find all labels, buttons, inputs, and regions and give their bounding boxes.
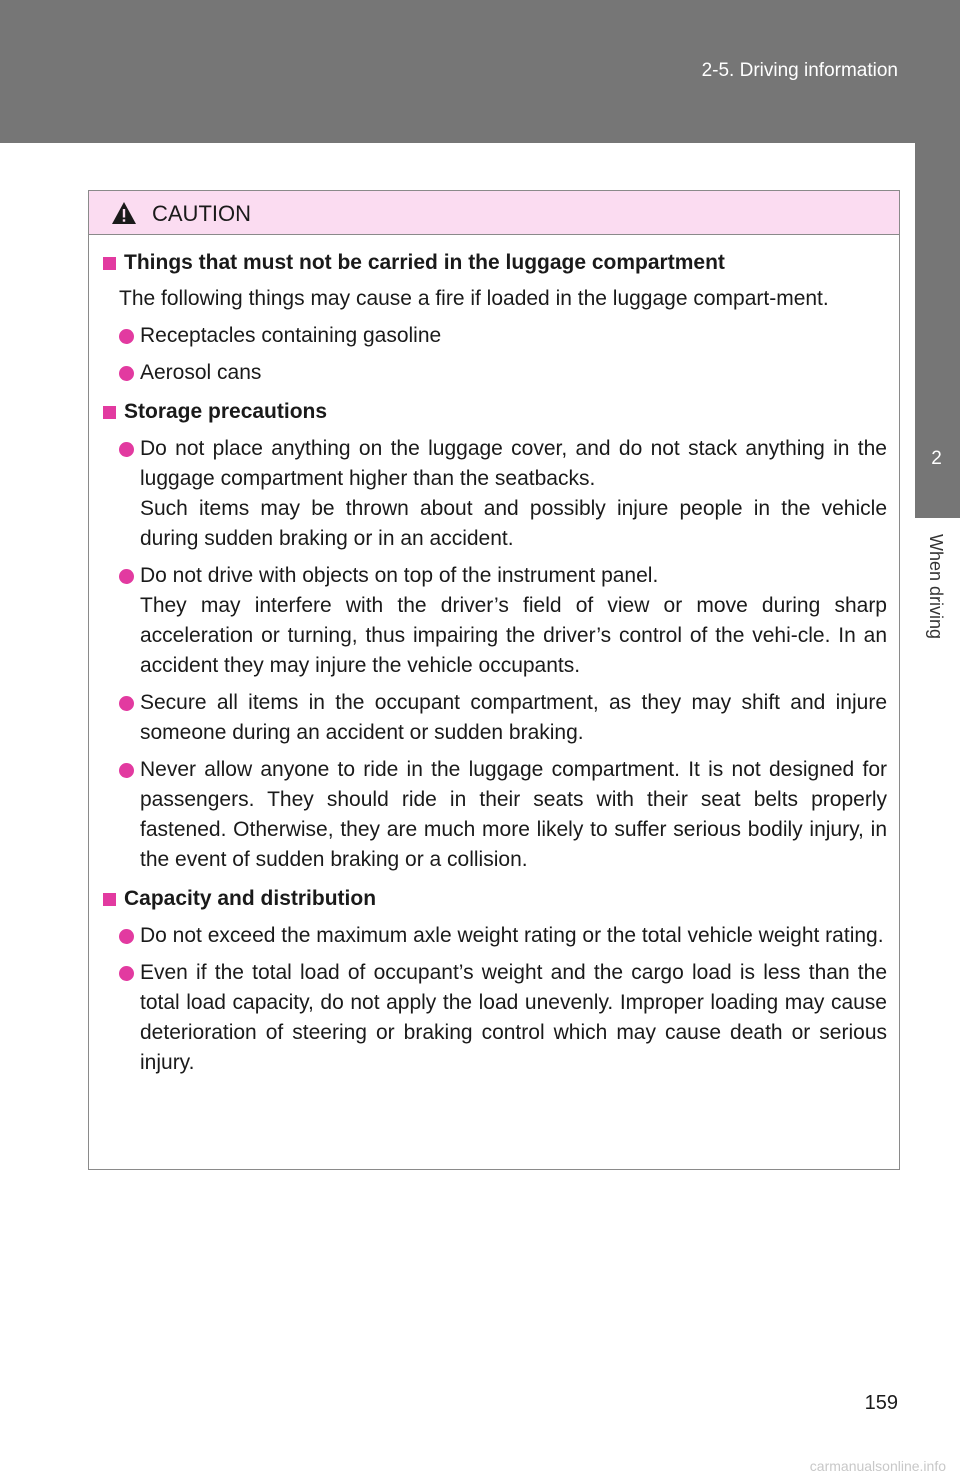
bullet-text-line: Aerosol cans — [140, 361, 262, 384]
caution-header — [89, 191, 899, 235]
bullet-item — [103, 358, 887, 388]
bullet-text — [140, 688, 887, 748]
round-bullet-icon — [119, 442, 134, 457]
bullet-item — [103, 321, 887, 351]
bullet-text — [140, 561, 887, 681]
bullet-text-line: Do not drive with objects on top of the instrument panel. — [140, 564, 659, 587]
topic-heading — [103, 248, 887, 278]
page-header — [0, 0, 960, 143]
bullet-text-line: Receptacles containing gasoline — [140, 324, 442, 347]
bullet-text-line: Do not place anything on the luggage cover, and do not stack anything in the luggage compartment higher than the seatbacks. — [140, 437, 887, 490]
caution-box — [88, 190, 900, 1170]
bullet-text-line: Even if the total load of occupant’s weight and the cargo load is less than the total load capacity, do not apply the load unevenly. Improper loading may cause deterioration of steering or braking control which may cause death or serious injury. — [140, 961, 887, 1074]
round-bullet-icon — [119, 329, 134, 344]
topic-heading-text: Capacity and distribution — [124, 887, 377, 910]
round-bullet-icon — [119, 929, 134, 944]
round-bullet-icon — [119, 763, 134, 778]
bullet-text — [140, 321, 887, 351]
caution-topic — [103, 248, 887, 388]
chapter-number: 2 — [931, 448, 942, 469]
caution-topic — [103, 397, 887, 875]
page-number: 159 — [864, 1392, 898, 1414]
bullet-text-line: Never allow anyone to ride in the luggage compartment. It is not designed for passengers. They should ride in their seats with their seat belts properly fastened. Otherwise, they are much more likely to suffer serious bodily injury, in the event of sudden braking or a collision. — [140, 758, 887, 871]
round-bullet-icon — [119, 696, 134, 711]
bullet-text-line: Secure all items in the occupant compartment, as they may shift and injure someone during an accident or sudden braking. — [140, 691, 887, 744]
topic-paragraph: The following things may cause a fire if loaded in the luggage compart-ment. — [119, 287, 829, 310]
bullet-text — [140, 921, 887, 951]
bullet-item — [103, 561, 887, 681]
bullet-text — [140, 958, 887, 1078]
bullet-text-line: Such items may be thrown about and possibly injure people in the vehicle during sudden braking or in an accident. — [140, 497, 887, 550]
round-bullet-icon — [119, 366, 134, 381]
bullet-text — [140, 358, 887, 388]
section-title: 2-5. Driving information — [701, 60, 898, 81]
square-bullet-icon — [103, 893, 116, 906]
bullet-text-line: Do not exceed the maximum axle weight rating or the total vehicle weight rating. — [140, 924, 884, 947]
topic-heading — [103, 884, 887, 914]
topic-heading-text: Storage precautions — [124, 400, 328, 423]
topic-heading — [103, 397, 887, 427]
topic-heading-text: Things that must not be carried in the luggage compartment — [124, 251, 725, 274]
caution-topic — [103, 884, 887, 1078]
round-bullet-icon — [119, 569, 134, 584]
warning-triangle-icon — [111, 201, 137, 225]
caution-title: CAUTION — [152, 201, 251, 226]
round-bullet-icon — [119, 966, 134, 981]
square-bullet-icon — [103, 257, 116, 270]
bullet-text — [140, 434, 887, 554]
bullet-item — [103, 921, 887, 951]
chapter-title: When driving — [926, 534, 946, 640]
bullet-text — [140, 755, 887, 875]
bullet-item — [103, 688, 887, 748]
square-bullet-icon — [103, 406, 116, 419]
bullet-text-line: They may interfere with the driver’s field of view or move during sharp acceleration or turning, thus impairing the driver’s control of the vehi-cle. In an accident they may injure the vehicle occupants. — [140, 594, 887, 677]
watermark: carmanualsonline.info — [809, 1458, 946, 1474]
bullet-item — [103, 434, 887, 554]
caution-body — [89, 235, 899, 1078]
bullet-item — [103, 755, 887, 875]
bullet-item — [103, 958, 887, 1078]
